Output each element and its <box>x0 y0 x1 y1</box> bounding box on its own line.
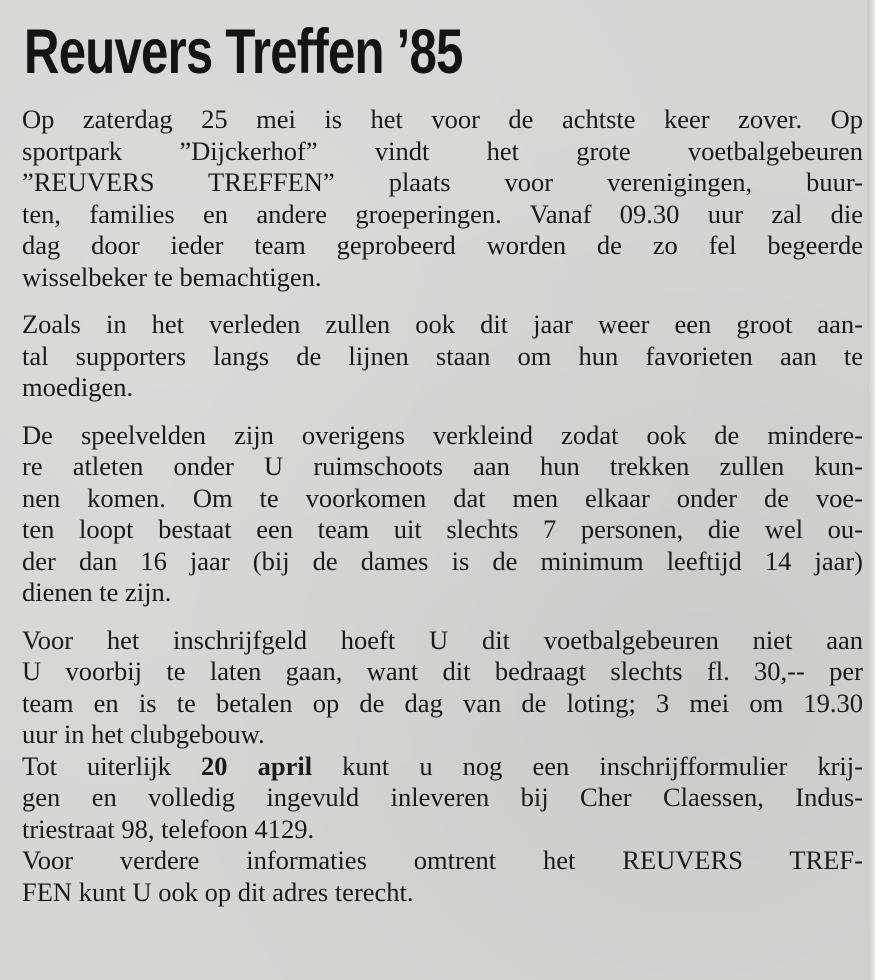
text-line: De speelvelden zijn overigens verkleind zodat ook de mindere- <box>22 419 863 450</box>
text-line: gen en volledig ingevuld inleveren bij Cher Claessen, Indus- <box>22 782 863 812</box>
text-line: Voor verdere informaties omtrent het REUVERS TREF- <box>22 845 863 875</box>
text-line: triestraat 98, telefoon 4129. <box>22 813 315 844</box>
text-fragment: kunt u nog een inschrijfformulier krij- <box>312 750 863 781</box>
text-line: nen komen. Om te voorkomen dat men elkaar onder de voe- <box>22 482 863 513</box>
text-line <box>22 751 863 783</box>
paragraph-supporters <box>22 309 863 404</box>
text-line: ten loopt bestaat een team uit slechts 7 personen, die wel ou- <box>22 514 863 544</box>
paragraph-registration-form <box>22 751 863 846</box>
text-line: Zoals in het verleden zullen ook dit jaar weer een groot aan- <box>22 309 863 339</box>
text-line: der dan 16 jaar (bij de dames is de minimum leeftijd 14 jaar) <box>22 545 863 576</box>
text-line: ten, families en andere groeperingen. Vanaf 09.30 uur zal die <box>22 198 863 229</box>
text-fragment: Tot uiterlijk <box>22 750 202 781</box>
deadline-date: 20 april <box>201 750 313 781</box>
article-body <box>22 104 863 908</box>
text-line: re atleten onder U ruimschoots aan hun trekken zullen kun- <box>22 451 863 481</box>
paragraph-event-intro <box>22 104 863 293</box>
text-line: wisselbeker te bemachtigen. <box>22 261 322 292</box>
text-line: FEN kunt U ook op dit adres terecht. <box>22 876 414 907</box>
text-line: moedigen. <box>22 372 134 402</box>
text-line: sportpark ”Dijckerhof” vindt het grote voetbalgebeuren <box>22 135 863 166</box>
paper-edge <box>867 0 875 980</box>
text-line: U voorbij te laten gaan, want dit bedraagt slechts fl. 30,-- per <box>22 656 863 686</box>
text-line: Voor het inschrijfgeld hoeft U dit voetbalgebeuren niet aan <box>22 624 863 655</box>
text-line: team en is te betalen op de dag van de loting; 3 mei om 19.30 <box>22 687 863 718</box>
text-line: dienen te zijn. <box>22 577 172 607</box>
text-line: tal supporters langs de lijnen staan om hun favorieten aan te <box>22 340 863 371</box>
text-line: uur in het clubgebouw. <box>22 719 265 749</box>
text-line: Op zaterdag 25 mei is het voor de achtste keer zover. Op <box>22 104 863 134</box>
paragraph-fields-and-teams <box>22 420 863 609</box>
headline: Reuvers Treffen ’85 <box>24 17 463 87</box>
paragraph-more-info <box>22 845 863 908</box>
text-line: dag door ieder team geprobeerd worden de zo fel begeerde <box>22 230 863 260</box>
paragraph-registration-fee <box>22 625 863 751</box>
text-line: ”REUVERS TREFFEN” plaats voor verenigingen, buur- <box>22 167 863 197</box>
